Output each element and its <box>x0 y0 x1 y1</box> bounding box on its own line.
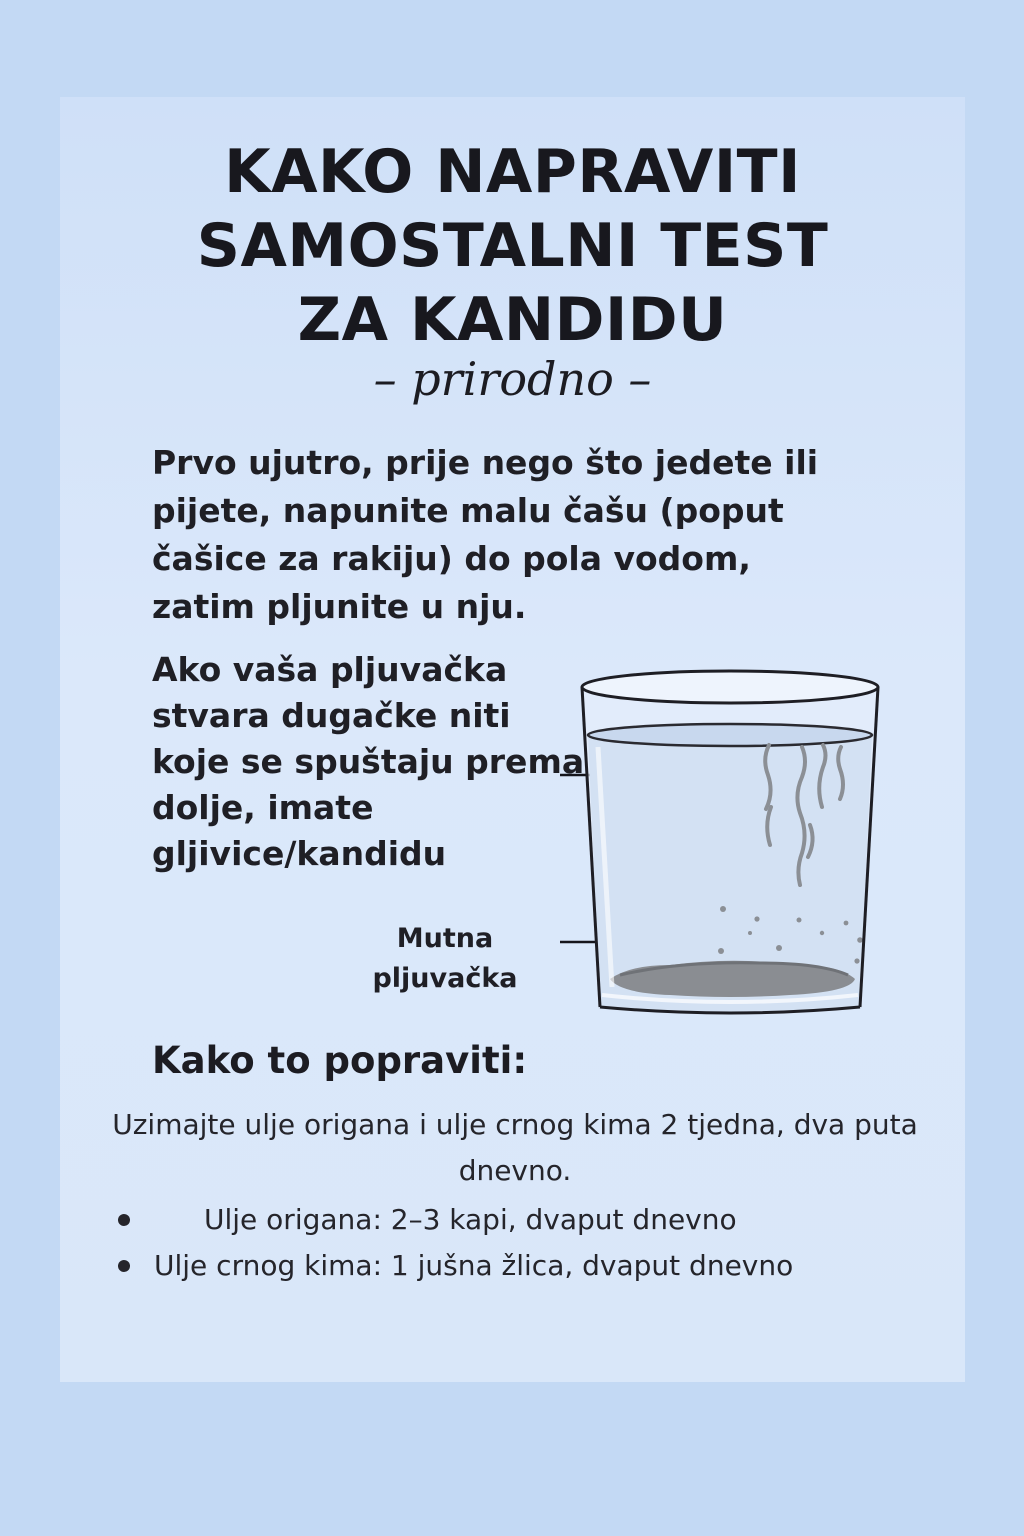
list-item <box>110 1243 930 1289</box>
intro-instructions: Prvo ujutro, prije nego što jedete ili pijete, napunite malu čašu (poput čašice za rakiju) do pola vodom, zatim pljunite u nju. <box>152 443 819 626</box>
page-title <box>60 135 965 357</box>
dosage-list <box>110 1197 930 1289</box>
bullet-icon <box>118 1214 130 1226</box>
result-description: Ako vaša pljuvačka stvara dugačke niti koje se spuštaju prema dolje, imate gljivice/kandidu <box>152 650 585 873</box>
bullet-icon <box>118 1260 130 1272</box>
fix-description: Uzimajte ulje origana i ulje crnog kima 2 tjedna, dva puta dnevno. <box>112 1108 918 1187</box>
title-line-3: ZA KANDIDU <box>297 285 728 355</box>
list-item-text: Ulje crnog kima: 1 jušna žlica, dvaput dnevno <box>154 1249 794 1282</box>
subtitle: – prirodno – <box>373 352 652 406</box>
title-line-1: KAKO NAPRAVITI <box>224 137 801 207</box>
list-item <box>110 1197 930 1243</box>
title-line-2: SAMOSTALNI TEST <box>196 211 829 281</box>
glass-illustration <box>560 657 900 1037</box>
infographic-card <box>60 97 965 1382</box>
cloudy-saliva-label: Mutna pljuvačka <box>372 923 518 994</box>
fix-heading: Kako to popraviti: <box>152 1039 528 1082</box>
list-item-text: Ulje origana: 2–3 kapi, dvaput dnevno <box>204 1203 737 1236</box>
